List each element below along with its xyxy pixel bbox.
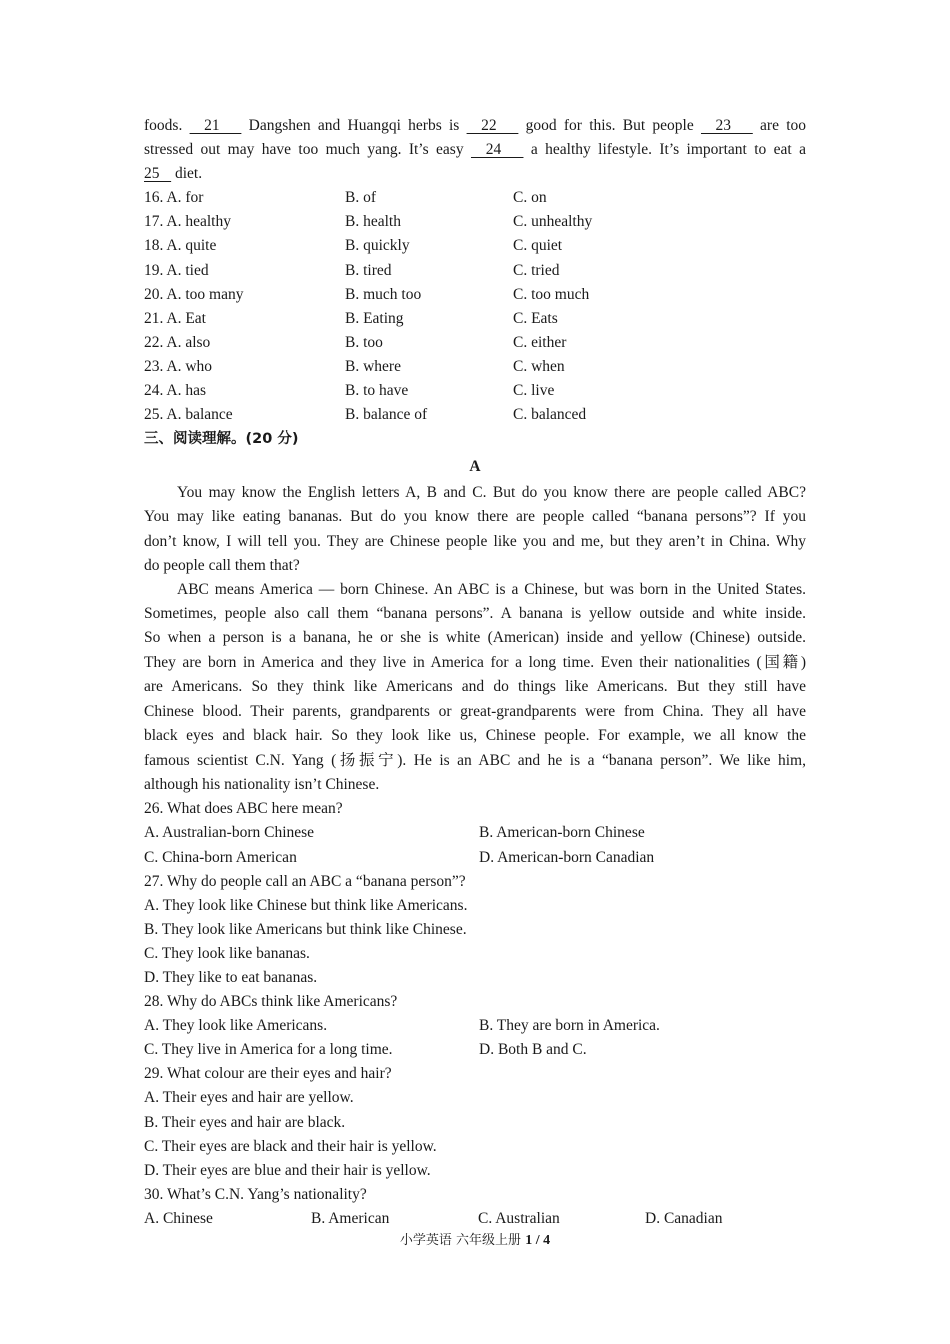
cloze-line-1	[144, 114, 806, 138]
blank-25: 25	[144, 165, 172, 183]
question-30-stem: 30. What’s C.N. Yang’s nationality?	[144, 1185, 367, 1203]
option-d: D. Their eyes are blue and their hair is yellow.	[144, 1161, 431, 1179]
section-title: 三、阅读理解。(20 分)	[144, 431, 299, 448]
option-c: C. when	[513, 357, 565, 375]
option-b: B. American-born Chinese	[479, 824, 645, 842]
passage-line: Sometimes, people also call them “banana persons”. A banana is yellow outside and white inside.	[144, 604, 806, 622]
question-27-stem: 27. Why do people call an ABC a “banana person”?	[144, 872, 466, 890]
option-c: C. either	[513, 333, 567, 351]
option-a: A. Chinese	[144, 1209, 213, 1227]
option-c: C. Eats	[513, 309, 558, 327]
option-a: 23. A. who	[144, 357, 213, 375]
option-row	[144, 403, 806, 427]
option-row	[144, 307, 806, 331]
cloze-line-3	[144, 162, 806, 186]
option-c: C. Australian	[478, 1209, 560, 1227]
option-row	[144, 379, 806, 403]
option-a: A. Their eyes and hair are yellow.	[144, 1089, 354, 1107]
option-b: B. Eating	[345, 309, 404, 327]
option-c: C. on	[513, 189, 547, 207]
option-d: D. Canadian	[645, 1209, 723, 1227]
reading-passage	[144, 481, 806, 797]
footer-label: 小学英语 六年级上册	[399, 1233, 526, 1248]
cloze-text: good for this. But people	[518, 117, 701, 134]
option-a: 21. A. Eat	[144, 309, 206, 327]
option-c: C. China-born American	[144, 848, 297, 866]
page-number: 1 / 4	[525, 1233, 551, 1248]
question-26-stem: 26. What does ABC here mean?	[144, 800, 343, 818]
option-b: B. too	[345, 333, 383, 351]
question-29-stem: 29. What colour are their eyes and hair?	[144, 1065, 392, 1083]
option-d: D. American-born Canadian	[479, 848, 655, 866]
blank-23: 23	[700, 117, 753, 134]
passage-title: A	[469, 458, 481, 476]
cloze-line-2	[144, 138, 806, 162]
cloze-options	[144, 186, 806, 427]
option-a: 20. A. too many	[144, 285, 244, 303]
passage-line: don’t know, I will tell you. They are Chinese people like you and me, but they aren’t in China. Why	[144, 532, 806, 550]
question-26-options	[144, 846, 806, 870]
blank-21: 21	[189, 117, 242, 134]
passage-line: They are born in America and they live in America for a long time. Even their nationalities (国籍)	[144, 653, 806, 671]
passage-line: famous scientist C.N. Yang (扬振宁). He is an ABC and he is a “banana person”. We like him,	[144, 751, 806, 769]
option-a: 19. A. tied	[144, 261, 209, 279]
blank-24: 24	[470, 141, 524, 159]
option-row	[144, 234, 806, 258]
option-b: B. of	[345, 189, 376, 207]
passage-line: You may know the English letters A, B and C. But do you know there are people called ABC?	[177, 484, 806, 502]
option-a: A. Australian-born Chinese	[144, 824, 315, 842]
option-b: B. American	[311, 1209, 390, 1227]
option-row	[144, 331, 806, 355]
option-a: 16. A. for	[144, 189, 204, 207]
option-a: 17. A. healthy	[144, 213, 231, 231]
passage-line: black eyes and black hair. So they look like us, Chinese people. For example, we all know the	[144, 726, 806, 744]
question-28-options	[144, 1014, 806, 1038]
option-b: B. health	[345, 213, 401, 231]
option-b: B. much too	[345, 285, 422, 303]
question-26-options	[144, 821, 806, 845]
cloze-text: diet.	[171, 165, 203, 183]
option-d: D. Both B and C.	[479, 1041, 587, 1059]
passage-line: do people call them that?	[144, 556, 300, 574]
option-c: C. Their eyes are black and their hair is yellow.	[144, 1137, 437, 1155]
page-footer	[0, 1229, 950, 1249]
option-row	[144, 259, 806, 283]
option-d: D. They like to eat bananas.	[144, 969, 318, 986]
passage-line: although his nationality isn’t Chinese.	[144, 776, 380, 794]
exam-page	[144, 114, 806, 1231]
option-b: B. tired	[345, 261, 392, 279]
option-b: B. Their eyes and hair are black.	[144, 1113, 346, 1131]
option-b: B. They look like Americans but think like Chinese.	[144, 920, 467, 938]
option-b: B. They are born in America.	[479, 1017, 660, 1035]
option-a: A. They look like Chinese but think like Americans.	[144, 896, 468, 914]
question-28-stem: 28. Why do ABCs think like Americans?	[144, 993, 398, 1011]
option-row	[144, 210, 806, 234]
passage-line: are Americans. So they think like Americans and do things like Americans. But they still have	[144, 678, 806, 696]
option-row	[144, 355, 806, 379]
option-a: 18. A. quite	[144, 237, 217, 255]
option-c: C. live	[513, 382, 555, 400]
option-row	[144, 186, 806, 210]
cloze-text: Dangshen and Huangqi herbs is	[241, 117, 467, 134]
option-b: B. balance of	[345, 406, 428, 424]
option-a: 24. A. has	[144, 382, 206, 400]
option-b: B. quickly	[345, 237, 410, 255]
cloze-text: stressed out may have too much yang. It’s easy	[144, 141, 471, 159]
option-b: B. where	[345, 357, 401, 375]
option-c: C. tried	[513, 261, 560, 279]
passage-line: So when a person is a banana, he or she is white (American) inside and yellow (Chinese) outside.	[144, 628, 806, 646]
blank-22: 22	[466, 117, 519, 134]
option-c: C. quiet	[513, 237, 563, 255]
option-c: C. balanced	[513, 406, 587, 424]
question-28-options	[144, 1038, 806, 1062]
question-30-options	[144, 1207, 806, 1231]
option-b: B. to have	[345, 382, 409, 400]
option-a: 25. A. balance	[144, 406, 233, 424]
option-c: C. They live in America for a long time.	[144, 1041, 393, 1059]
option-c: C. too much	[513, 285, 590, 303]
passage-line: Chinese blood. Their parents, grandparents or great-grandparents were from China. They all have	[144, 702, 806, 720]
option-a: 22. A. also	[144, 333, 211, 351]
option-c: C. They look like bananas.	[144, 944, 310, 962]
cloze-text: foods.	[144, 117, 190, 134]
option-a: A. They look like Americans.	[144, 1017, 328, 1035]
cloze-text: are too	[752, 117, 807, 134]
passage-line: ABC means America — born Chinese. An ABC is a Chinese, but was born in the United States.	[177, 580, 806, 598]
option-c: C. unhealthy	[513, 213, 593, 231]
option-row	[144, 283, 806, 307]
passage-line: You may like eating bananas. But do you know there are people called “banana persons”? If you	[144, 508, 806, 526]
cloze-text: a healthy lifestyle. It’s important to eat a	[523, 141, 807, 159]
